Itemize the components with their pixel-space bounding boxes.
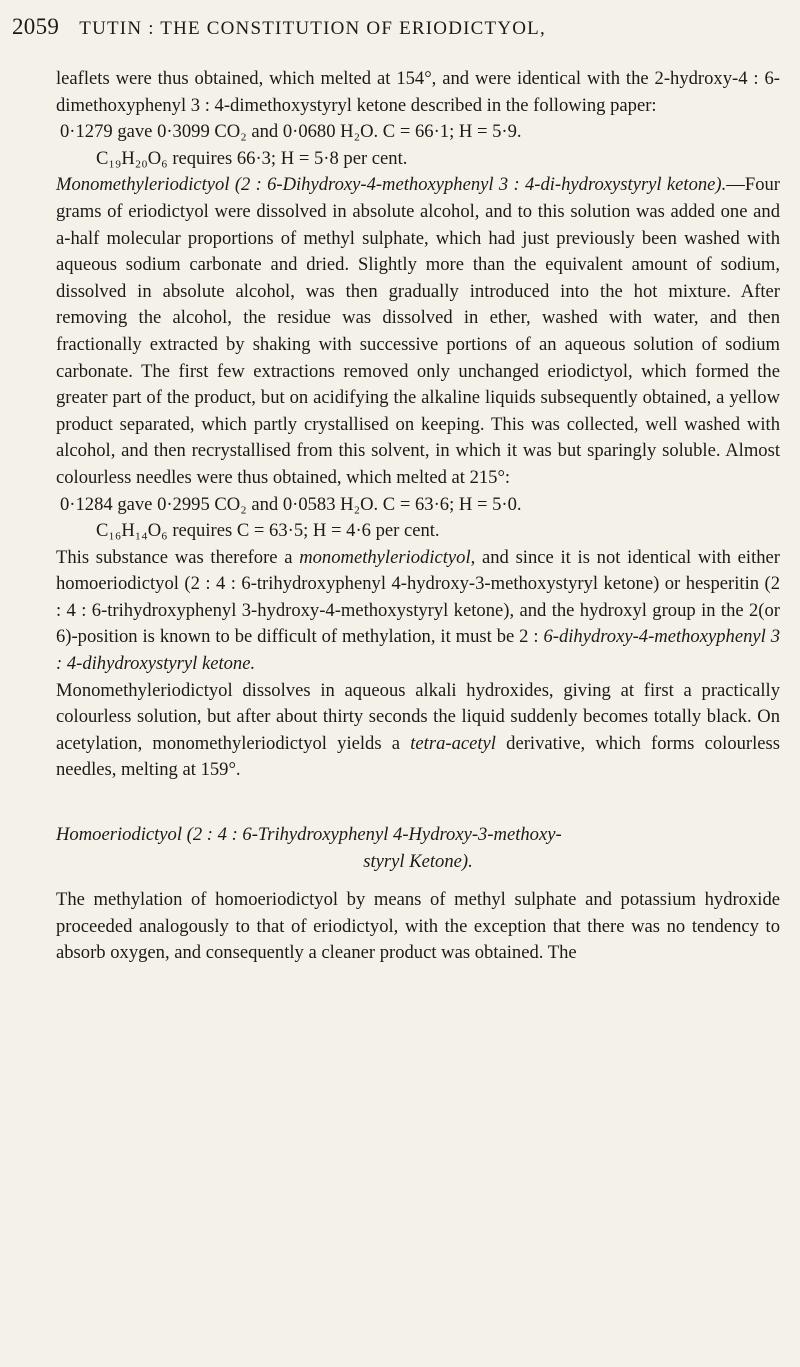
p4-text-a: Monomethyleriodictyol dissolves in aqueous alkali hydroxides, giving at first a practically colourless solution, but after about thirty seconds the liquid suddenly becomes totally black. On acetylation, monomethyleriodictyol yields a (56, 679, 780, 754)
homo-heading-line-2: styryl Ketone). (363, 850, 473, 872)
running-title: TUTIN : THE CONSTITUTION OF ERIODICTYOL, (79, 18, 546, 39)
p3-text-c: , and since it is not identical with either homoeriodictyol (2 : 4 : 6-trihydroxyphenyl 4-hydroxy-3-methoxystyryl ketone) or hesperitin (2 : 4 : 6-trihydroxyphenyl 3-hydroxy-4-methoxystyryl ketone), and the hydroxyl group in the 2(or 6)-position is known to be difficult of methylation, it must be 2 : (56, 546, 780, 648)
article-body (56, 66, 780, 967)
analysis-2-result: 0·1284 gave 0·2995 CO₂ and 0·0583 H₂O. C = 63·6; H = 5·0. (60, 493, 522, 515)
section-gap (56, 784, 780, 822)
running-header (12, 14, 780, 40)
monomethyl-procedure-text: —Four grams of eriodictyol were dissolved in absolute alcohol, and to this solution was added one and a-half molecular proportions of methyl sulphate, which had just previously been washed with aqueous sodium carbonate and dried. Slightly more than the equivalent amount of sodium, dissolved in absolute alcohol, was then gradually introduced into the hot mixture. After removing the alcohol, the residue was dissolved in ether, washed with water, and then fractionally extracted by shaking with successive portions of an aqueous solution of sodium carbonate. The first few extractions removed only unchanged eriodictyol, which formed the greater part of the product, but on acidifying the alkaline liquids subsequently obtained, a yellow product separated, which partly crystallised on keeping. This was collected, well washed with alcohol, and then recrystallised from this solvent, in which it was but sparingly soluble. Almost colourless needles were thus obtained, which melted at 215°: (56, 174, 780, 488)
paragraph-3 (56, 545, 780, 678)
analysis-1-result: 0·1279 gave 0·3099 CO₂ and 0·0680 H₂O. C = 66·1; H = 5·9. (60, 121, 522, 143)
paragraph-1: leaflets were thus obtained, which melted at 154°, and were identical with the 2-hydroxy-4 : 6-dimethoxyphenyl 3 : 4-dimethoxystyryl ketone described in the following paper: (56, 68, 780, 116)
p3-text-a: This substance was therefore a (56, 546, 300, 568)
p4-italic-b: tetra-acetyl (410, 732, 496, 754)
paragraph-monomethyl (56, 172, 780, 491)
analysis-1-required: C₁₉H₂₀O₆ requires 66·3; H = 5·8 per cent. (96, 147, 408, 169)
paragraph-4 (56, 678, 780, 784)
p4-text-c: derivative, which forms colourless needles, melting at 159°. (56, 732, 780, 781)
monomethyl-heading-name: Monomethyleriodictyol (56, 174, 230, 196)
homoeriodictyol-heading (56, 822, 780, 875)
p3-italic-d: 6-dihydroxy-4-methoxyphenyl 3 : 4-dihydroxystyryl ketone. (56, 626, 780, 675)
analysis-2-required: C₁₆H₁₄O₆ requires C = 63·5; H = 4·6 per cent. (96, 520, 440, 542)
p3-italic-b: monomethyleriodictyol (299, 546, 471, 568)
homo-heading-line-1: Homoeriodictyol (2 : 4 : 6-Trihydroxyphenyl 4-Hydroxy-3-methoxy- (56, 824, 562, 846)
page-number: 2059 (12, 14, 60, 39)
paragraph-5: The methylation of homoeriodictyol by means of methyl sulphate and potassium hydroxide proceeded analogously to that of eriodictyol, with the exception that there was no tendency to absorb oxygen, and consequently a cleaner product was obtained. The (56, 889, 780, 964)
monomethyl-heading-paren: (2 : 6-Dihydroxy-4-methoxyphenyl 3 : 4-di-hydroxystyryl ketone). (234, 174, 727, 196)
